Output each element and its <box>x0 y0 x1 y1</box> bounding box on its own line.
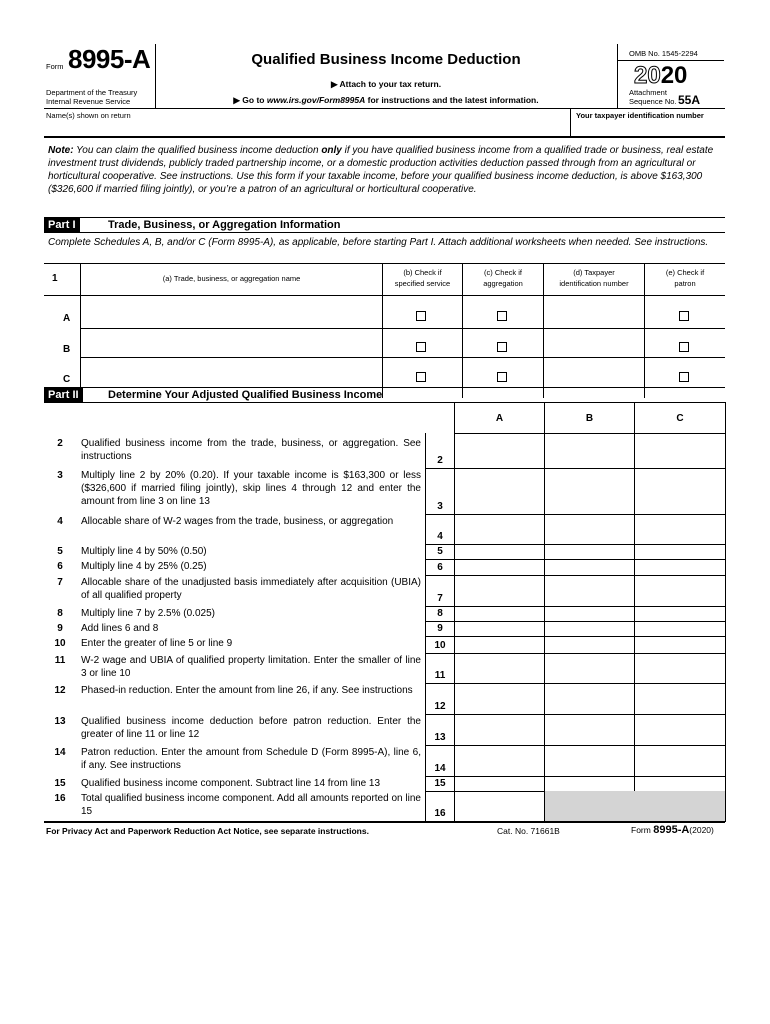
row-b-tin-input[interactable] <box>544 329 643 357</box>
tin-label: Your taxpayer identification number <box>576 111 704 120</box>
col-b-header-1: (b) Check if <box>403 268 442 277</box>
catalog-number: Cat. No. 71661B <box>497 826 560 836</box>
form-word: Form <box>46 62 64 71</box>
row-a-tin-input[interactable] <box>544 296 643 328</box>
row-a-name-input[interactable] <box>81 296 381 328</box>
line-box-number: 5 <box>437 546 443 557</box>
line-3-col-a-input[interactable] <box>455 468 543 513</box>
line-box-number: 15 <box>434 778 446 789</box>
line-description: Allocable share of the unadjusted basis immediately after acquisition (UBIA) of all qualified property <box>81 577 421 601</box>
line-15-col-a-input[interactable] <box>455 776 543 790</box>
line-12-col-a-input[interactable] <box>455 683 543 713</box>
line-7-col-b-input[interactable] <box>545 575 633 605</box>
tax-year: 2020 <box>634 62 688 89</box>
attachment-label: Attachment <box>629 88 667 97</box>
privacy-notice: For Privacy Act and Paperwork Reduction Act Notice, see separate instructions. <box>46 826 369 836</box>
dept-treasury: Department of the Treasury <box>46 88 138 97</box>
line-number: 7 <box>57 577 63 588</box>
line-5-col-b-input[interactable] <box>545 544 633 558</box>
line-description: Multiply line 2 by 20% (0.20). If your taxable income is $163,300 or less ($326,600 if married filing jointly), skip lines 4 through 12 and enter the amount from line 3 on line 13 <box>81 470 421 507</box>
line-box-number: 8 <box>437 608 443 619</box>
names-input[interactable] <box>46 120 568 134</box>
line-10-col-b-input[interactable] <box>545 636 633 652</box>
line-box-number: 10 <box>434 640 446 651</box>
line-description: Multiply line 7 by 2.5% (0.025) <box>81 608 215 619</box>
line-box-number: 13 <box>434 732 446 743</box>
line-9-col-b-input[interactable] <box>545 621 633 635</box>
line-5-col-a-input[interactable] <box>455 544 543 558</box>
line-description: Enter the greater of line 5 or line 9 <box>81 638 233 649</box>
line-14-col-b-input[interactable] <box>545 745 633 775</box>
part1-instructions: Complete Schedules A, B, and/or C (Form 8995-A), as applicable, before starting Part I. Attach additional worksheets when needed. See instructions. <box>48 237 709 248</box>
line-box-number: 6 <box>437 562 443 573</box>
part2-title: Determine Your Adjusted Qualified Business Income <box>108 389 383 401</box>
row-a-specified-service-checkbox[interactable] <box>416 311 426 321</box>
line-16-shaded-cells <box>545 791 725 821</box>
line-6-col-b-input[interactable] <box>545 559 633 574</box>
line-box-number: 9 <box>437 623 443 634</box>
sequence-label: Sequence No. <box>629 97 677 106</box>
line-number: 13 <box>54 716 66 727</box>
line-13-col-b-input[interactable] <box>545 714 633 744</box>
line-11-col-c-input[interactable] <box>635 653 723 682</box>
line-number: 14 <box>54 747 66 758</box>
line-1-number: 1 <box>52 273 58 284</box>
line-15-col-c-input[interactable] <box>635 776 723 790</box>
line-7-col-c-input[interactable] <box>635 575 723 605</box>
line-description: W-2 wage and UBIA of qualified property limitation. Enter the smaller of line 3 or line 10 <box>81 655 421 679</box>
part1-label: Part I <box>44 218 80 232</box>
row-c-specified-service-checkbox[interactable] <box>416 372 426 382</box>
note-paragraph: Note: You can claim the qualified business income deduction only if you have qualified business income from a qualified trade or business, real estate investment trust dividends, publicly traded partnership income, or a domestic production activities deduction passed through from an agricultural or horticultural cooperative. See instructions. Use this form if your taxable income, before your qualified business income deduction, is above $163,300 ($326,600 if married filing jointly), or you’re a patron of an agricultural or horticultural cooperative. <box>48 145 714 195</box>
line-box-number: 12 <box>434 701 446 712</box>
line-7-col-a-input[interactable] <box>455 575 543 605</box>
row-a-patron-checkbox[interactable] <box>679 311 689 321</box>
line-description: Multiply line 4 by 25% (0.25) <box>81 561 207 572</box>
tin-input[interactable] <box>576 120 724 134</box>
line-4-col-c-input[interactable] <box>635 514 723 543</box>
line-number: 3 <box>57 470 63 481</box>
part2-col-a-header: A <box>495 413 504 424</box>
form-number: 8995-A <box>68 44 151 74</box>
line-description: Patron reduction. Enter the amount from Schedule D (Form 8995-A), line 6, if any. See instructions <box>81 747 421 771</box>
part2-col-b-header: B <box>585 413 594 424</box>
row-a-aggregation-checkbox[interactable] <box>497 311 507 321</box>
line-number: 11 <box>54 655 66 666</box>
sequence-number: 55A <box>678 93 701 107</box>
line-4-col-b-input[interactable] <box>545 514 633 543</box>
footer-form-id: Form 8995-A(2020) <box>631 824 714 836</box>
line-5-col-c-input[interactable] <box>635 544 723 558</box>
line-number: 12 <box>54 685 66 696</box>
irs-url-link[interactable]: www.irs.gov/Form8995A <box>266 95 366 105</box>
col-c-header-1: (c) Check if <box>484 268 522 277</box>
line-number: 16 <box>54 793 66 804</box>
line-6-col-a-input[interactable] <box>455 559 543 574</box>
line-3-col-c-input[interactable] <box>635 468 723 513</box>
line-9-col-a-input[interactable] <box>455 621 543 635</box>
row-c-name-input[interactable] <box>81 358 381 386</box>
col-d-header-2: identification number <box>559 279 629 288</box>
line-number: 5 <box>57 546 63 557</box>
row-c-aggregation-checkbox[interactable] <box>497 372 507 382</box>
line-number: 4 <box>57 516 63 527</box>
line-description: Multiply line 4 by 50% (0.50) <box>81 546 207 557</box>
col-d-header-1: (d) Taxpayer <box>573 268 615 277</box>
col-a-header: (a) Trade, business, or aggregation name <box>162 274 301 283</box>
goto-instruction: ▶ Go to www.irs.gov/Form8995A for instructions and the latest information. <box>233 95 539 105</box>
line-8-col-c-input[interactable] <box>635 606 723 620</box>
part2-col-c-header: C <box>676 413 684 424</box>
line-description: Total qualified business income component. Add all amounts reported on line 15 <box>81 793 421 817</box>
line-box-number: 2 <box>437 455 443 466</box>
line-3-col-b-input[interactable] <box>545 468 633 513</box>
line-2-col-b-input[interactable] <box>545 436 633 467</box>
row-c-tin-input[interactable] <box>544 358 643 386</box>
attach-instruction: ▶ Attach to your tax return. <box>330 79 442 89</box>
line-number: 9 <box>57 623 63 634</box>
line-number: 10 <box>54 638 66 649</box>
line-14-col-c-input[interactable] <box>635 745 723 775</box>
line-box-number: 4 <box>437 531 443 542</box>
row-b-patron-checkbox[interactable] <box>679 342 689 352</box>
line-14-col-a-input[interactable] <box>455 745 543 775</box>
col-c-header-2: aggregation <box>483 279 523 288</box>
row-b-name-input[interactable] <box>81 329 381 357</box>
line-10-col-c-input[interactable] <box>635 636 723 652</box>
line-description: Allocable share of W-2 wages from the trade, business, or aggregation <box>81 516 394 527</box>
col-e-header-2: patron <box>674 279 696 288</box>
col-e-header-1: (e) Check if <box>665 268 705 277</box>
row-a-label: A <box>63 313 71 324</box>
part2-label: Part II <box>44 388 83 402</box>
line-box-number: 7 <box>437 593 443 604</box>
line-8-col-b-input[interactable] <box>545 606 633 620</box>
line-16-total-input[interactable] <box>455 791 543 820</box>
names-label: Name(s) shown on return <box>46 111 131 120</box>
line-description: Phased-in reduction. Enter the amount from line 26, if any. See instructions <box>81 685 413 696</box>
line-2-col-c-input[interactable] <box>635 436 723 467</box>
line-description: Qualified business income from the trade, business, or aggregation. See instructions <box>81 438 421 462</box>
line-13-col-a-input[interactable] <box>455 714 543 744</box>
line-description: Qualified business income component. Subtract line 14 from line 13 <box>81 778 381 789</box>
line-box-number: 3 <box>437 501 443 512</box>
line-11-col-b-input[interactable] <box>545 653 633 682</box>
omb-number: OMB No. 1545-2294 <box>629 49 698 58</box>
form-title: Qualified Business Income Deduction <box>251 51 521 68</box>
row-c-patron-checkbox[interactable] <box>679 372 689 382</box>
line-box-number: 11 <box>434 670 446 681</box>
line-15-col-b-input[interactable] <box>545 776 633 790</box>
line-number: 2 <box>57 438 63 449</box>
line-10-col-a-input[interactable] <box>455 636 543 652</box>
part1-title: Trade, Business, or Aggregation Information <box>108 219 341 231</box>
line-4-col-a-input[interactable] <box>455 514 543 543</box>
line-8-col-a-input[interactable] <box>455 606 543 620</box>
row-c-label: C <box>63 374 71 385</box>
row-b-label: B <box>63 344 71 355</box>
line-11-col-a-input[interactable] <box>455 653 543 682</box>
line-box-number: 14 <box>434 763 446 774</box>
line-13-col-c-input[interactable] <box>635 714 723 744</box>
row-b-specified-service-checkbox[interactable] <box>416 342 426 352</box>
line-number: 8 <box>57 608 63 619</box>
line-12-col-b-input[interactable] <box>545 683 633 713</box>
irs-name: Internal Revenue Service <box>46 97 131 106</box>
row-b-aggregation-checkbox[interactable] <box>497 342 507 352</box>
line-2-col-a-input[interactable] <box>455 436 543 467</box>
line-description: Qualified business income deduction before patron reduction. Enter the greater of line 11 or line 12 <box>81 716 421 740</box>
line-number: 6 <box>57 561 63 572</box>
line-6-col-c-input[interactable] <box>635 559 723 574</box>
line-box-number: 16 <box>434 808 446 819</box>
col-b-header-2: specified service <box>394 279 451 288</box>
line-description: Add lines 6 and 8 <box>81 623 159 634</box>
line-12-col-c-input[interactable] <box>635 683 723 713</box>
line-9-col-c-input[interactable] <box>635 621 723 635</box>
line-number: 15 <box>54 778 66 789</box>
